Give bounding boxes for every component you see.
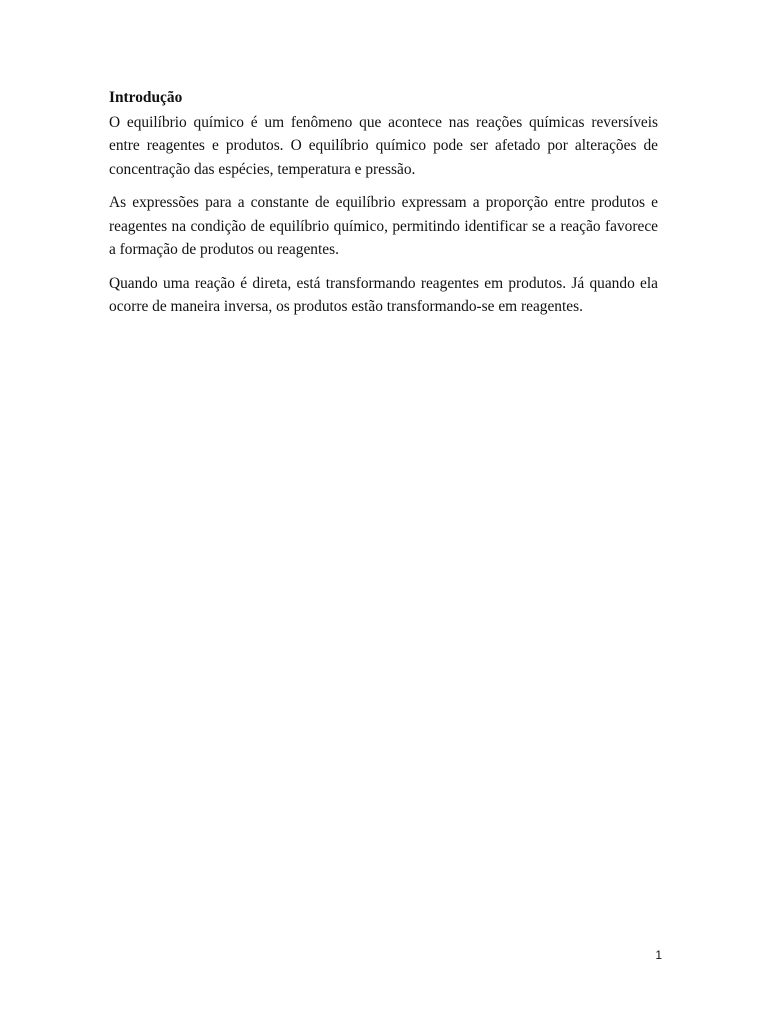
- section-heading: Introdução: [109, 89, 183, 106]
- page-content: [109, 86, 658, 329]
- paragraph-2: As expressões para a constante de equilíbrio expressam a proporção entre produtos e reagentes na condição de equilíbrio químico, permitindo identificar se a reação favorece a formação de produtos ou reagentes.: [109, 194, 658, 258]
- page-number: 1: [655, 948, 662, 962]
- paragraph-1: O equilíbrio químico é um fenômeno que acontece nas reações químicas reversíveis entre reagentes e produtos. O equilíbrio químico pode ser afetado por alterações de concentração das espécies, temperatura e pressão.: [109, 113, 658, 178]
- paragraph-3: Quando uma reação é direta, está transformando reagentes em produtos. Já quando ela ocorre de maneira inversa, os produtos estão transformando-se em reagentes.: [109, 274, 658, 315]
